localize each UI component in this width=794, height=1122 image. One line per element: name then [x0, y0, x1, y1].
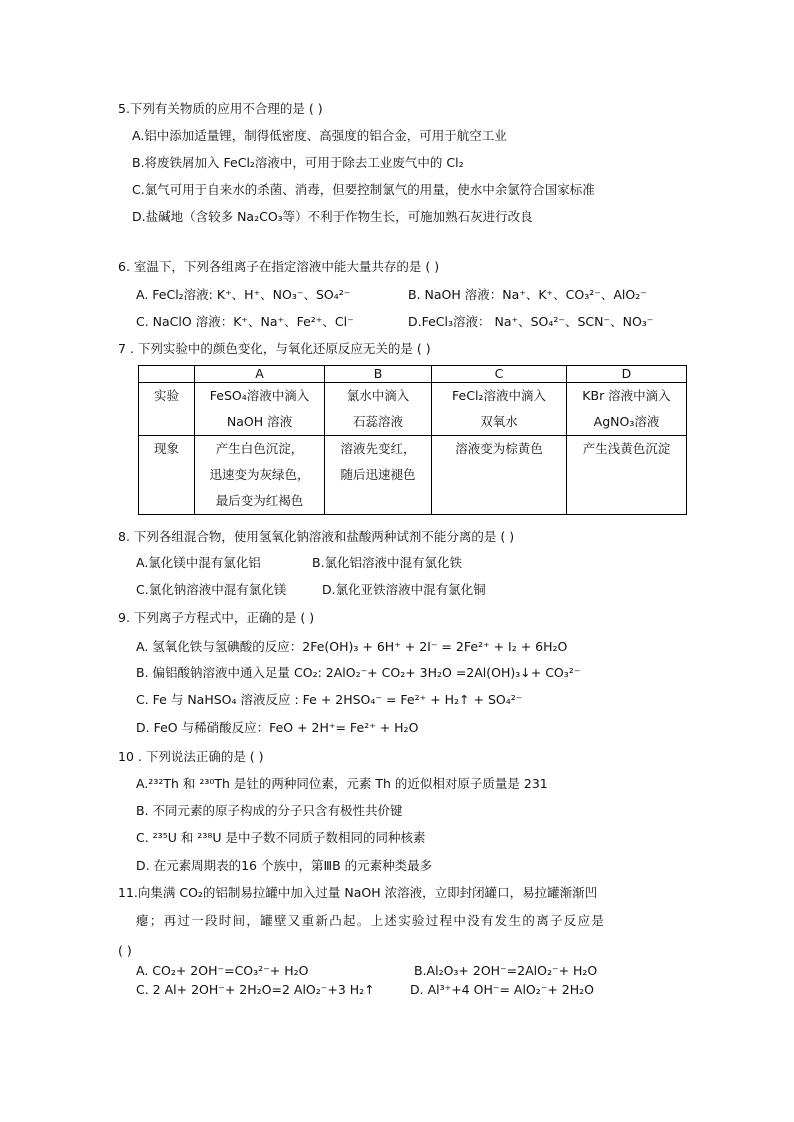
table-row-phenomenon	[139, 436, 687, 515]
q5-stem: 5.下列有关物质的应用不合理的是 ( )	[118, 101, 323, 116]
table-cell: FeCl₂溶液中滴入 双氧水	[432, 383, 567, 436]
q11-answer-blank: ( )	[118, 943, 132, 958]
row-label: 实验	[139, 383, 195, 436]
q8-option-b: B.氯化铝溶液中混有氯化铁	[312, 555, 463, 570]
table-header-cell: A	[195, 366, 325, 383]
table-cell: FeSO₄溶液中滴入 NaOH 溶液	[195, 383, 325, 436]
q7-stem: 7 . 下列实验中的颜色变化，与氧化还原反应无关的是 ( )	[118, 341, 431, 356]
table-header-cell: C	[432, 366, 567, 383]
table-cell: 溶液先变红， 随后迅速褪色	[325, 436, 432, 515]
q5-option-d: D.盐碱地（含较多 Na₂CO₃等）不利于作物生长，可施加熟石灰进行改良	[132, 209, 533, 224]
q10-option-b: B. 不同元素的原子构成的分子只含有极性共价键	[136, 803, 403, 818]
q9-option-c: C. Fe 与 NaHSO₄ 溶液反应 : Fe + 2HSO₄⁻ = Fe²⁺ + H₂↑ + SO₄²⁻	[136, 692, 523, 707]
table-header-row	[139, 366, 687, 383]
q11-option-b: B.Al₂O₃+ 2OH⁻=2AlO₂⁻+ H₂O	[414, 963, 598, 978]
q6-option-b: B. NaOH 溶液：Na⁺、K⁺、CO₃²⁻、AlO₂⁻	[408, 287, 647, 302]
q8-stem: 8. 下列各组混合物，使用氢氧化钠溶液和盐酸两种试剂不能分离的是 ( )	[118, 529, 515, 544]
q9-option-d: D. FeO 与稀硝酸反应：FeO + 2H⁺= Fe²⁺ + H₂O	[136, 720, 419, 735]
table-cell: KBr 溶液中滴入 AgNO₃溶液	[567, 383, 687, 436]
q6-stem: 6. 室温下，下列各组离子在指定溶液中能大量共存的是 ( )	[118, 259, 440, 274]
q11-option-c: C. 2 Al+ 2OH⁻+ 2H₂O=2 AlO₂⁻+3 H₂↑	[136, 982, 375, 997]
q11-option-d: D. Al³⁺+4 OH⁻= AlO₂⁻+ 2H₂O	[410, 982, 595, 997]
q7-experiment-table	[138, 365, 687, 515]
q6-option-a: A. FeCl₂溶液: K⁺、H⁺、NO₃⁻、SO₄²⁻	[136, 287, 351, 302]
table-cell: 氯水中滴入 石蕊溶液	[325, 383, 432, 436]
q10-option-d: D. 在元素周期表的16 个族中，第ⅢB 的元素种类最多	[136, 858, 433, 873]
q6-option-c: C. NaClO 溶液：K⁺、Na⁺、Fe²⁺、Cl⁻	[136, 314, 354, 329]
table-header-cell: D	[567, 366, 687, 383]
q8-option-d: D.氯化亚铁溶液中混有氯化铜	[322, 582, 486, 597]
q11-stem-line2: 瘪；再过一段时间，罐壁又重新凸起。上述实验过程中没有发生的离子反应是	[136, 913, 606, 928]
table-cell: 产生白色沉淀， 迅速变为灰绿色， 最后变为红褐色	[195, 436, 325, 515]
table-header-cell: B	[325, 366, 432, 383]
table-row-experiment	[139, 383, 687, 436]
table-header-cell	[139, 366, 195, 383]
q5-option-c: C.氯气可用于自来水的杀菌、消毒，但要控制氯气的用量，使水中余氯符合国家标准	[132, 182, 595, 197]
q8-option-c: C.氯化钠溶液中混有氯化镁	[136, 582, 287, 597]
q5-option-b: B.将废铁屑加入 FeCl₂溶液中，可用于除去工业废气中的 Cl₂	[132, 155, 464, 170]
q6-option-d: D.FeCl₃溶液： Na⁺、SO₄²⁻、SCN⁻、NO₃⁻	[408, 314, 654, 329]
q10-stem: 10 . 下列说法正确的是 ( )	[118, 749, 264, 764]
q9-option-a: A. 氢氧化铁与氢碘酸的反应：2Fe(OH)₃ + 6H⁺ + 2I⁻ = 2Fe²⁺ + I₂ + 6H₂O	[136, 639, 568, 654]
table-cell: 溶液变为棕黄色	[432, 436, 567, 515]
q8-option-a: A.氯化镁中混有氯化铝	[136, 555, 261, 570]
q11-stem-line1: 11.向集满 CO₂的铝制易拉罐中加入过量 NaOH 浓溶液，立即封闭罐口，易拉罐渐渐凹	[118, 885, 598, 900]
row-label: 现象	[139, 436, 195, 515]
q10-option-c: C. ²³⁵U 和 ²³⁸U 是中子数不同质子数相同的同种核素	[136, 830, 426, 845]
q11-option-a: A. CO₂+ 2OH⁻=CO₃²⁻+ H₂O	[136, 963, 309, 978]
q5-option-a: A.铝中添加适量锂，制得低密度、高强度的铝合金，可用于航空工业	[132, 128, 507, 143]
table-cell: 产生浅黄色沉淀	[567, 436, 687, 515]
q10-option-a: A.²³²Th 和 ²³⁰Th 是钍的两种同位素，元素 Th 的近似相对原子质量是 231	[136, 776, 548, 791]
q9-option-b: B. 偏铝酸钠溶液中通入足量 CO₂: 2AlO₂⁻+ CO₂+ 3H₂O =2Al(OH)₃↓+ CO₃²⁻	[136, 665, 581, 680]
q9-stem: 9. 下列离子方程式中，正确的是 ( )	[118, 610, 315, 625]
